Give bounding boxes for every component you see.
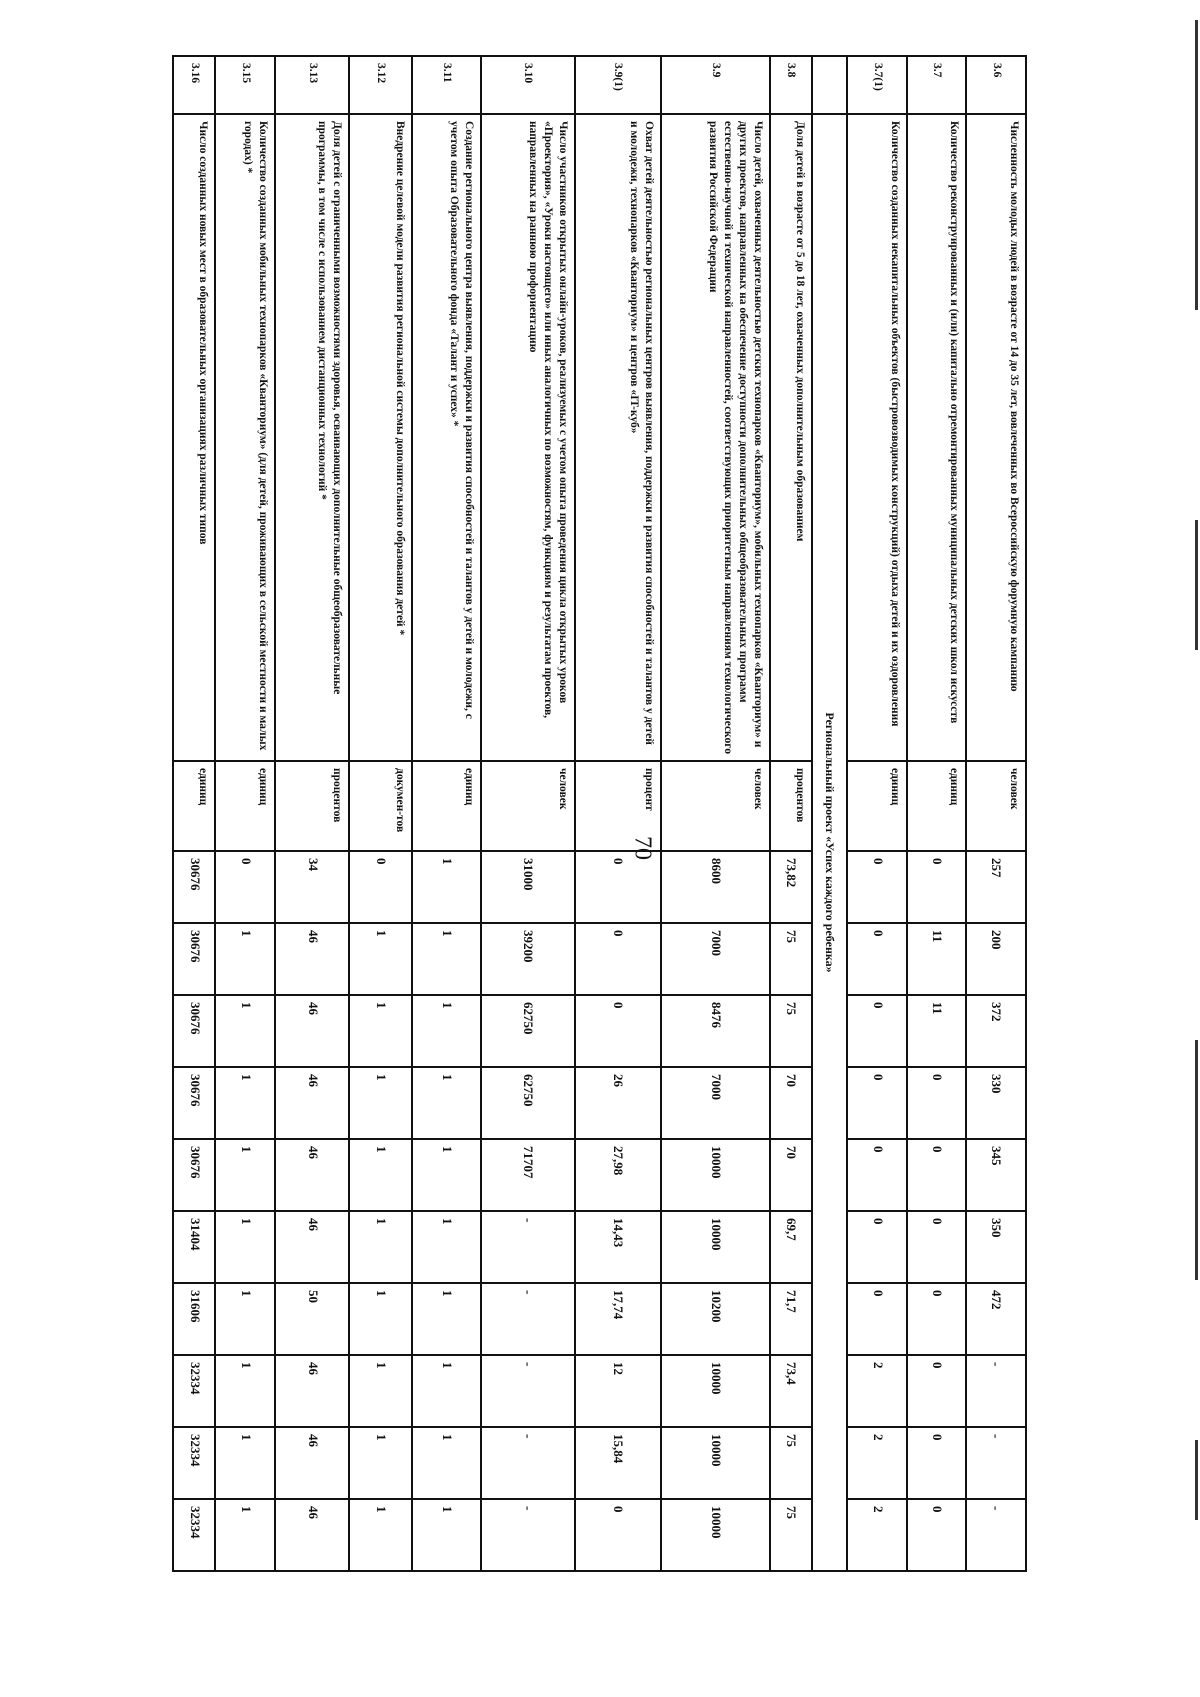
- table-row: [770, 56, 812, 1571]
- value-cell: 1: [215, 1067, 275, 1139]
- value-cell: 69,7: [770, 1211, 812, 1283]
- table-row: [966, 56, 1026, 1571]
- row-number: 3.9: [661, 56, 770, 114]
- indicator-name: Создание регионального центра выявления, поддержки и развития способностей и талантов у детей и молодежи, с учетом опыта Образовательного фонда «Талант и успех» *: [412, 114, 482, 761]
- value-cell: 2: [847, 1355, 907, 1427]
- indicator-name: Число участников открытых онлайн-уроков, реализуемых с учетом опыта проведения цикла открытых уроков «Проектория», «Уроки настоящего» или иных аналогичных по возможностям, функциям и результатам проектов, направленных на раннюю профориентацию: [481, 114, 574, 761]
- value-cell: 10000: [661, 1499, 770, 1571]
- value-cell: 0: [907, 1139, 966, 1211]
- table-row: [907, 56, 966, 1571]
- table-row: [661, 56, 770, 1571]
- value-cell: 1: [349, 1211, 411, 1283]
- value-cell: 46: [275, 1355, 349, 1427]
- table-body: [173, 56, 1026, 1571]
- value-cell: 10000: [661, 1139, 770, 1211]
- value-cell: 330: [966, 1067, 1026, 1139]
- unit-cell: единиц: [847, 761, 907, 851]
- value-cell: 31606: [173, 1283, 215, 1355]
- value-cell: 0: [847, 923, 907, 995]
- value-cell: 472: [966, 1283, 1026, 1355]
- value-cell: 0: [575, 995, 662, 1067]
- value-cell: 1: [215, 995, 275, 1067]
- value-cell: 71,7: [770, 1283, 812, 1355]
- value-cell: 7000: [661, 923, 770, 995]
- value-cell: -: [966, 1427, 1026, 1499]
- value-cell: 27,98: [575, 1139, 662, 1211]
- value-cell: 8600: [661, 851, 770, 923]
- value-cell: 46: [275, 1427, 349, 1499]
- section-row: [812, 56, 847, 1571]
- value-cell: 0: [907, 1211, 966, 1283]
- table-row: [275, 56, 349, 1571]
- value-cell: 1: [349, 1499, 411, 1571]
- value-cell: 30676: [173, 923, 215, 995]
- indicator-name: Охват детей деятельностью региональных центров выявления, поддержки и развития способностей и талантов у детей и молодежи, технопарков «Кванториум» и центров «IT-куб»: [575, 114, 662, 761]
- indicator-name: Доля детей в возрасте от 5 до 18 лет, охваченных дополнительным образованием: [770, 114, 812, 761]
- row-number: 3.12: [349, 56, 411, 114]
- value-cell: 11: [907, 923, 966, 995]
- value-cell: 0: [215, 851, 275, 923]
- value-cell: 32334: [173, 1499, 215, 1571]
- value-cell: 32334: [173, 1355, 215, 1427]
- indicators-table: [172, 55, 1027, 1572]
- value-cell: 1: [349, 1355, 411, 1427]
- value-cell: 350: [966, 1211, 1026, 1283]
- value-cell: 1: [412, 851, 482, 923]
- table-row: [481, 56, 574, 1571]
- value-cell: 1: [215, 1283, 275, 1355]
- value-cell: 73,4: [770, 1355, 812, 1427]
- value-cell: 34: [275, 851, 349, 923]
- value-cell: 30676: [173, 851, 215, 923]
- value-cell: 46: [275, 1067, 349, 1139]
- value-cell: -: [481, 1427, 574, 1499]
- value-cell: 0: [907, 851, 966, 923]
- value-cell: 17,74: [575, 1283, 662, 1355]
- value-cell: 1: [412, 1499, 482, 1571]
- value-cell: 1: [215, 1499, 275, 1571]
- value-cell: 75: [770, 1499, 812, 1571]
- value-cell: 46: [275, 995, 349, 1067]
- value-cell: 1: [349, 1067, 411, 1139]
- value-cell: 1: [215, 1355, 275, 1427]
- value-cell: 50: [275, 1283, 349, 1355]
- unit-cell: процентов: [770, 761, 812, 851]
- value-cell: 1: [412, 1283, 482, 1355]
- value-cell: 46: [275, 1139, 349, 1211]
- value-cell: 12: [575, 1355, 662, 1427]
- unit-cell: единиц: [215, 761, 275, 851]
- value-cell: -: [966, 1499, 1026, 1571]
- value-cell: 1: [412, 923, 482, 995]
- unit-cell: процент: [575, 761, 662, 851]
- value-cell: 70: [770, 1067, 812, 1139]
- value-cell: 0: [907, 1427, 966, 1499]
- value-cell: 30676: [173, 1067, 215, 1139]
- row-number: 3.8: [770, 56, 812, 114]
- value-cell: 0: [575, 923, 662, 995]
- value-cell: 62750: [481, 1067, 574, 1139]
- value-cell: 10000: [661, 1211, 770, 1283]
- value-cell: 0: [847, 995, 907, 1067]
- value-cell: 75: [770, 995, 812, 1067]
- unit-cell: человек: [661, 761, 770, 851]
- row-number: 3.13: [275, 56, 349, 114]
- value-cell: 75: [770, 1427, 812, 1499]
- value-cell: 1: [349, 1427, 411, 1499]
- row-number: 3.11: [412, 56, 482, 114]
- value-cell: 70: [770, 1139, 812, 1211]
- value-cell: 200: [966, 923, 1026, 995]
- value-cell: 257: [966, 851, 1026, 923]
- table-row: [412, 56, 482, 1571]
- value-cell: 1: [215, 923, 275, 995]
- indicator-name: Число детей, охваченных деятельностью детских технопарков «Кванториум», мобильных технопарков «Кванториум» и других проектов, направленных на обеспечение доступности дополнительных общеобразовательных программ естественно-научной и технической направленностей, соответствующих приоритетным направлениям технологического развития Российской Федерации: [661, 114, 770, 761]
- unit-cell: единиц: [412, 761, 482, 851]
- value-cell: 345: [966, 1139, 1026, 1211]
- value-cell: 46: [275, 1211, 349, 1283]
- value-cell: 30676: [173, 995, 215, 1067]
- value-cell: 0: [349, 851, 411, 923]
- value-cell: 32334: [173, 1427, 215, 1499]
- indicator-name: Количество реконструированных и (или) капитально отремонтированных муниципальных детских школ искусств: [907, 114, 966, 761]
- rotated-table-wrapper: [172, 55, 1027, 1570]
- value-cell: 7000: [661, 1067, 770, 1139]
- table-row: [575, 56, 662, 1571]
- indicator-name: Численность молодых людей в возрасте от 14 до 35 лет, вовлеченных во Всероссийскую форумную кампанию: [966, 114, 1026, 761]
- indicator-name: Количество созданных некапитальных объектов (быстровозводимых конструкций) отдыха детей и их оздоровления: [847, 114, 907, 761]
- value-cell: 15,84: [575, 1427, 662, 1499]
- value-cell: 1: [412, 1427, 482, 1499]
- value-cell: 1: [412, 1139, 482, 1211]
- page-edge-marks: [1170, 0, 1200, 1697]
- value-cell: -: [481, 1355, 574, 1427]
- unit-cell: человек: [481, 761, 574, 851]
- table-row: [215, 56, 275, 1571]
- value-cell: -: [481, 1283, 574, 1355]
- value-cell: 62750: [481, 995, 574, 1067]
- value-cell: -: [481, 1211, 574, 1283]
- value-cell: 372: [966, 995, 1026, 1067]
- unit-cell: докумен-тов: [349, 761, 411, 851]
- value-cell: 2: [847, 1499, 907, 1571]
- value-cell: 1: [349, 1139, 411, 1211]
- value-cell: 0: [847, 1283, 907, 1355]
- value-cell: 73,82: [770, 851, 812, 923]
- value-cell: 10000: [661, 1427, 770, 1499]
- value-cell: 1: [215, 1211, 275, 1283]
- row-number: 3.7(1): [847, 56, 907, 114]
- table-row: [173, 56, 215, 1571]
- value-cell: 1: [412, 995, 482, 1067]
- value-cell: 31404: [173, 1211, 215, 1283]
- section-empty-cell: [812, 56, 847, 114]
- value-cell: 31000: [481, 851, 574, 923]
- value-cell: 1: [412, 1067, 482, 1139]
- value-cell: 71707: [481, 1139, 574, 1211]
- value-cell: 0: [847, 1067, 907, 1139]
- row-number: 3.7: [907, 56, 966, 114]
- value-cell: 10000: [661, 1355, 770, 1427]
- value-cell: 0: [847, 851, 907, 923]
- value-cell: 46: [275, 923, 349, 995]
- value-cell: -: [481, 1499, 574, 1571]
- indicator-name: Внедрение целевой модели развития региональной системы дополнительного образования детей *: [349, 114, 411, 761]
- value-cell: 11: [907, 995, 966, 1067]
- value-cell: 1: [412, 1355, 482, 1427]
- value-cell: 39200: [481, 923, 574, 995]
- value-cell: 0: [907, 1067, 966, 1139]
- value-cell: 8476: [661, 995, 770, 1067]
- table-row: [847, 56, 907, 1571]
- value-cell: 46: [275, 1499, 349, 1571]
- value-cell: 1: [215, 1139, 275, 1211]
- value-cell: 1: [349, 995, 411, 1067]
- value-cell: 1: [349, 923, 411, 995]
- value-cell: 26: [575, 1067, 662, 1139]
- value-cell: 14,43: [575, 1211, 662, 1283]
- unit-cell: человек: [966, 761, 1026, 851]
- row-number: 3.10: [481, 56, 574, 114]
- value-cell: 10200: [661, 1283, 770, 1355]
- unit-cell: единиц: [173, 761, 215, 851]
- value-cell: 1: [215, 1427, 275, 1499]
- value-cell: 30676: [173, 1139, 215, 1211]
- page-number: 70: [629, 836, 656, 860]
- value-cell: 0: [847, 1139, 907, 1211]
- value-cell: 0: [575, 851, 662, 923]
- value-cell: 0: [907, 1283, 966, 1355]
- indicator-name: Количество созданных мобильных технопарков «Кванториум» (для детей, проживающих в сельской местности и малых городах) *: [215, 114, 275, 761]
- value-cell: 2: [847, 1427, 907, 1499]
- row-number: 3.15: [215, 56, 275, 114]
- row-number: 3.9(1): [575, 56, 662, 114]
- value-cell: 0: [575, 1499, 662, 1571]
- value-cell: 1: [412, 1211, 482, 1283]
- indicator-name: Число созданных новых мест в образовательных организациях различных типов: [173, 114, 215, 761]
- value-cell: 0: [907, 1355, 966, 1427]
- value-cell: -: [966, 1355, 1026, 1427]
- row-number: 3.6: [966, 56, 1026, 114]
- indicator-name: Доля детей с ограниченными возможностями здоровья, осваивающих дополнительные общеобразовательные программы, в том числе с использованием дистанционных технологий *: [275, 114, 349, 761]
- unit-cell: единиц: [907, 761, 966, 851]
- value-cell: 1: [349, 1283, 411, 1355]
- value-cell: 0: [847, 1211, 907, 1283]
- value-cell: 75: [770, 923, 812, 995]
- value-cell: 0: [907, 1499, 966, 1571]
- table-row: [349, 56, 411, 1571]
- section-title: Региональный проект «Успех каждого ребенка»: [812, 114, 847, 1571]
- unit-cell: процентов: [275, 761, 349, 851]
- row-number: 3.16: [173, 56, 215, 114]
